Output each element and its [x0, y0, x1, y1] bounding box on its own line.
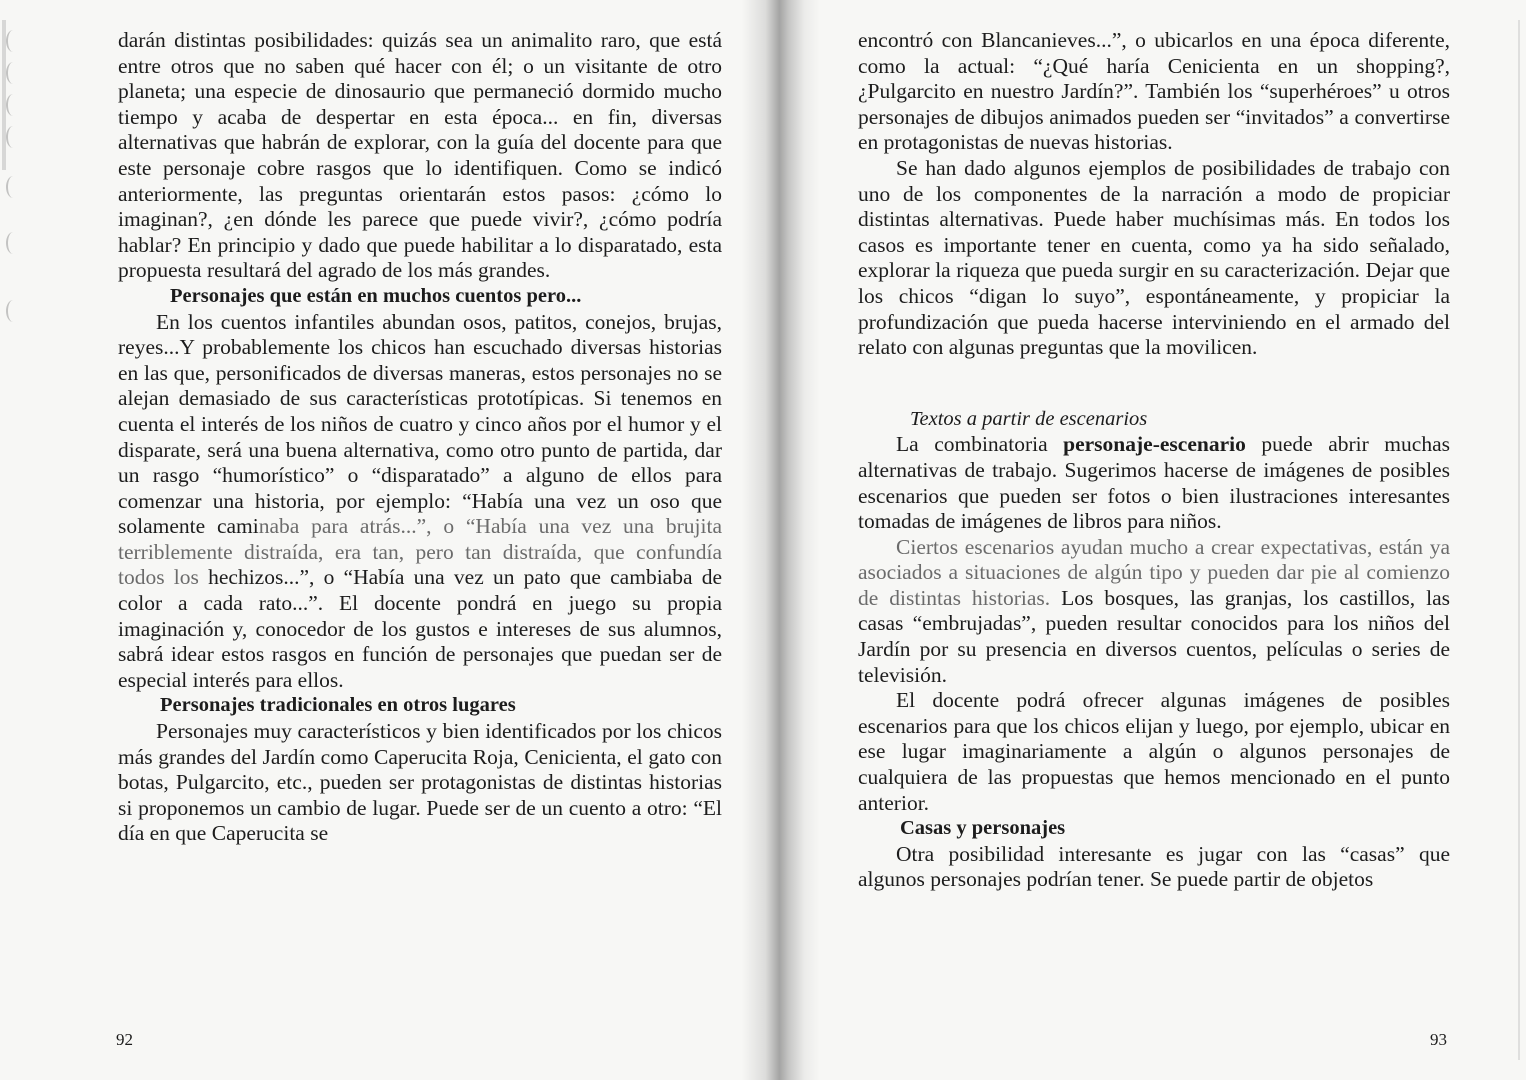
section-heading: Textos a partir de escenarios — [910, 407, 1148, 430]
paragraph: Otra posibilidad interesante es jugar con las “casas” que algunos personajes podrían tener. Se puede partir de objetos — [858, 841, 1450, 892]
binding-hole — [6, 30, 20, 52]
paragraph: En los cuentos infantiles abundan osos, patitos, conejos, brujas, reyes...Y probablemente los chicos han escuchado diversas historias en las que, personificados de diversas maneras, estos personajes no se alejan demasiado de sus características prototípicas. Si tenemos en cuenta el interés de los niños de cuatro y cinco años por el humor y el disparate, será una buena alternativa, como otro punto de partida, dar un rasgo “humorístico” o “disparatado” a alguno de ellos para comenzar una historia, por ejemplo: “Había una vez un oso que solamente caminaba para atrás...”, o “Había una vez una brujita terriblemente distraída, era tan, pero tan distraída, que confundía todos los hechizos...”, o “Había una vez un pato que cambiaba de color a cada rato...”. El docente pondrá en juego su propia imaginación y, conocedor de los gustos e intereses de sus alumnos, sabrá idear estos rasgos en función de personajes que puedan ser de especial interés para ellos. — [118, 309, 723, 692]
paragraph: Ciertos escenarios ayudan mucho a crear expectativas, están ya asociados a situaciones de algún tipo y pueden dar pie al comienzo de distintas historias. Los bosques, las granjas, los castillos, las casas “embrujadas”, pueden resultar conocidos para los niños del Jardín por su presencia en diversos cuentos, películas o series de televisión. — [858, 534, 1450, 687]
paragraph: darán distintas posibilidades: quizás sea un animalito raro, que está entre otros que no saben qué hacer con él; o un visitante de otro planeta; una especie de dinosaurio que permaneció dormido mucho tiempo y acaba de despertar en esta época... en fin, diversas alternativas que habrán de explorar, con la guía del docente para que este personaje cobre rasgos que lo identifiquen. Como se indicó anteriormente, las preguntas orientarán estos pasos: ¿cómo lo imaginan?, ¿en dónde les parece que puede vivir?, ¿cómo podría hablar? En principio y dado que puede habilitar a lo disparatado, esta propuesta resultará del agrado de los más grandes. — [118, 28, 722, 283]
page-number: 92 — [116, 1030, 133, 1049]
section-heading: Personajes tradicionales en otros lugares — [160, 694, 516, 717]
binding-hole — [6, 126, 20, 148]
binding-marks — [6, 0, 46, 1080]
book-gutter — [742, 0, 820, 1080]
page-number: 93 — [1430, 1030, 1447, 1049]
paragraph: encontró con Blancanieves...”, o ubicarlos en una época diferente, como la actual: “¿Qué haría Cenicienta en un shopping?, ¿Pulgarcito en nuestro Jardín?”. También los “superhéroes” u otros personajes de dibujos animados pueden ser “invitados” a convertirse en protagonistas de nuevas historias. — [858, 28, 1450, 155]
binding-hole — [6, 94, 20, 116]
spacer — [858, 361, 1450, 407]
paragraph: Se han dado algunos ejemplos de posibilidades de trabajo con uno de los componentes de la narración a modo de propiciar distintas alternativas. Puede haber muchísimas más. En todos los casos es importante tener en cuenta, como ya ha sido señalado, explorar la riqueza que pueda surgir en su caracterización. Dejar que los chicos “digan lo suyo”, espontáneamente, y propiciar la profundización que pueda hacerse interviniendo en el armado del relato con algunas preguntas que la movilicen. — [858, 155, 1450, 360]
binding-hole — [6, 232, 20, 254]
right-page — [858, 28, 1450, 893]
binding-hole — [6, 176, 20, 198]
right-page-edge — [1518, 20, 1520, 1060]
paragraph: La combinatoria personaje-escenario puede abrir muchas alternativas de trabajo. Sugerimos hacerse de imágenes de posibles escenarios que pueden ser fotos o bien ilustraciones interesantes tomadas de imágenes de libros para niños. — [858, 432, 1450, 534]
binding-hole — [6, 300, 20, 322]
section-heading: Personajes que están en muchos cuentos pero... — [170, 284, 582, 307]
binding-hole — [6, 62, 20, 84]
paragraph: Personajes muy característicos y bien identificados por los chicos más grandes del Jardín como Caperucita Roja, Cenicienta, el gato con botas, Pulgarcito, etc., pueden ser protagonistas de distintas historias si proponemos un cambio de lugar. Puede ser de un cuento a otro: “El día en que Caperucita se — [118, 719, 722, 846]
left-page — [118, 28, 722, 847]
paragraph: El docente podrá ofrecer algunas imágenes de posibles escenarios para que los chicos elijan y luego, por ejemplo, ubicar en ese lugar imaginariamente a algún o algunos personajes de cualquiera de las propuestas que hemos mencionado en el punto anterior. — [858, 688, 1450, 815]
section-heading: Casas y personajes — [900, 817, 1066, 840]
